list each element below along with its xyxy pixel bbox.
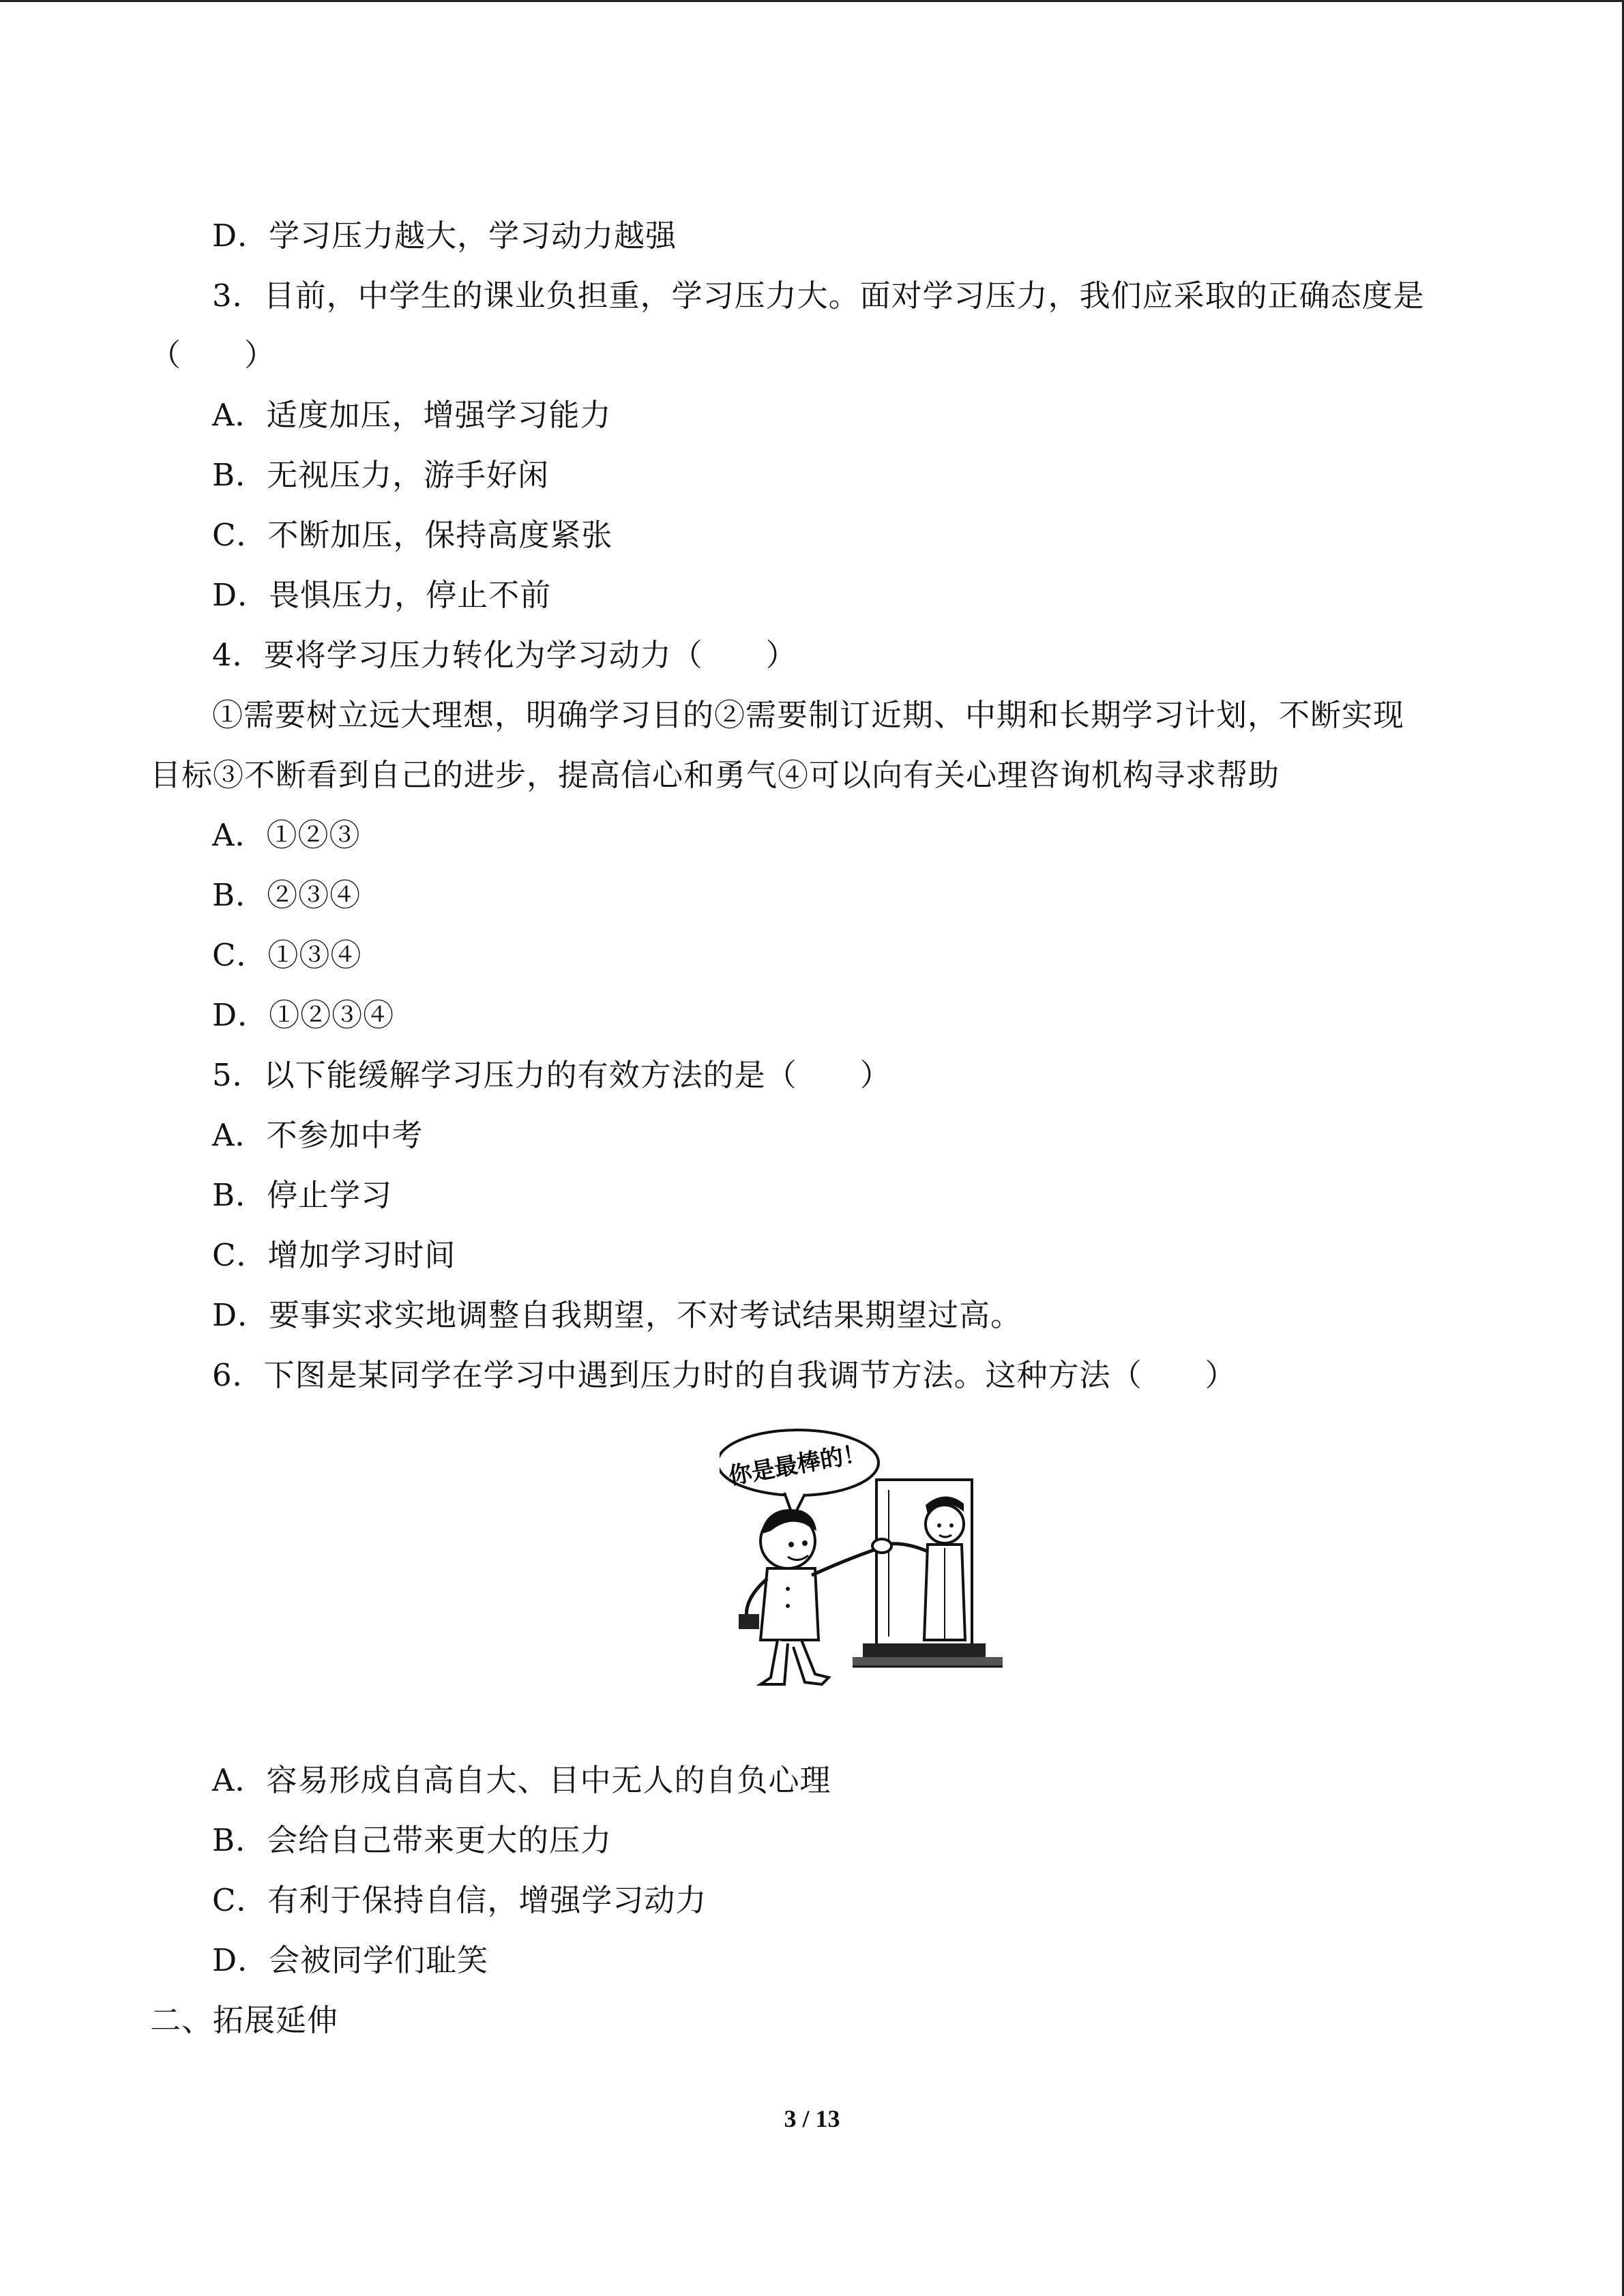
q2-option-d: D．学习压力越大，学习动力越强 (212, 218, 677, 254)
q3-option-a: A．适度加压，增强学习能力 (212, 397, 612, 433)
q3-stem: 3．目前，中学生的课业负担重，学习压力大。面对学习压力，我们应采取的正确态度是 (212, 278, 1425, 314)
q6-option-c: C．有利于保持自信，增强学习动力 (212, 1882, 707, 1918)
q3-answer-paren: （ ） (150, 337, 276, 373)
mirror-praise-cartoon (720, 1415, 1006, 1701)
q5-option-b: B．停止学习 (212, 1177, 393, 1213)
q4-statements-line2: 目标③不断看到自己的进步，提高信心和勇气④可以向有关心理咨询机构寻求帮助 (150, 757, 1280, 793)
page-number: 3 / 13 (784, 2105, 840, 2132)
section-heading-extension: 二、拓展延伸 (150, 2002, 339, 2038)
q4-stem: 4．要将学习压力转化为学习动力（ ） (212, 637, 797, 673)
speech-bubble-text: 你是最棒的！ (726, 1439, 869, 1491)
q6-option-b: B．会给自己带来更大的压力 (212, 1822, 612, 1858)
q6-stem: 6．下图是某同学在学习中遇到压力时的自我调节方法。这种方法（ ） (212, 1357, 1237, 1393)
q3-option-b: B．无视压力，游手好闲 (212, 457, 550, 493)
q6-option-a: A．容易形成自高自大、目中无人的自负心理 (212, 1762, 831, 1798)
q5-stem: 5．以下能缓解学习压力的有效方法的是（ ） (212, 1057, 891, 1093)
q5-option-d: D．要事实求实地调整自我期望，不对考试结果期望过高。 (212, 1297, 1022, 1333)
q4-statements-line1: ①需要树立远大理想，明确学习目的②需要制订近期、中期和长期学习计划，不断实现 (212, 697, 1405, 733)
q4-option-a: A．①②③ (212, 817, 361, 853)
q5-option-a: A．不参加中考 (212, 1117, 424, 1153)
q4-option-c: C．①③④ (212, 937, 362, 973)
q3-option-d: D．畏惧压力，停止不前 (212, 577, 552, 613)
q3-option-c: C．不断加压，保持高度紧张 (212, 517, 613, 553)
q4-option-d: D．①②③④ (212, 997, 395, 1033)
q6-option-d: D．会被同学们耻笑 (212, 1942, 489, 1978)
q4-option-b: B．②③④ (212, 877, 361, 913)
page-top-border (0, 0, 1624, 2)
q5-option-c: C．增加学习时间 (212, 1237, 456, 1273)
